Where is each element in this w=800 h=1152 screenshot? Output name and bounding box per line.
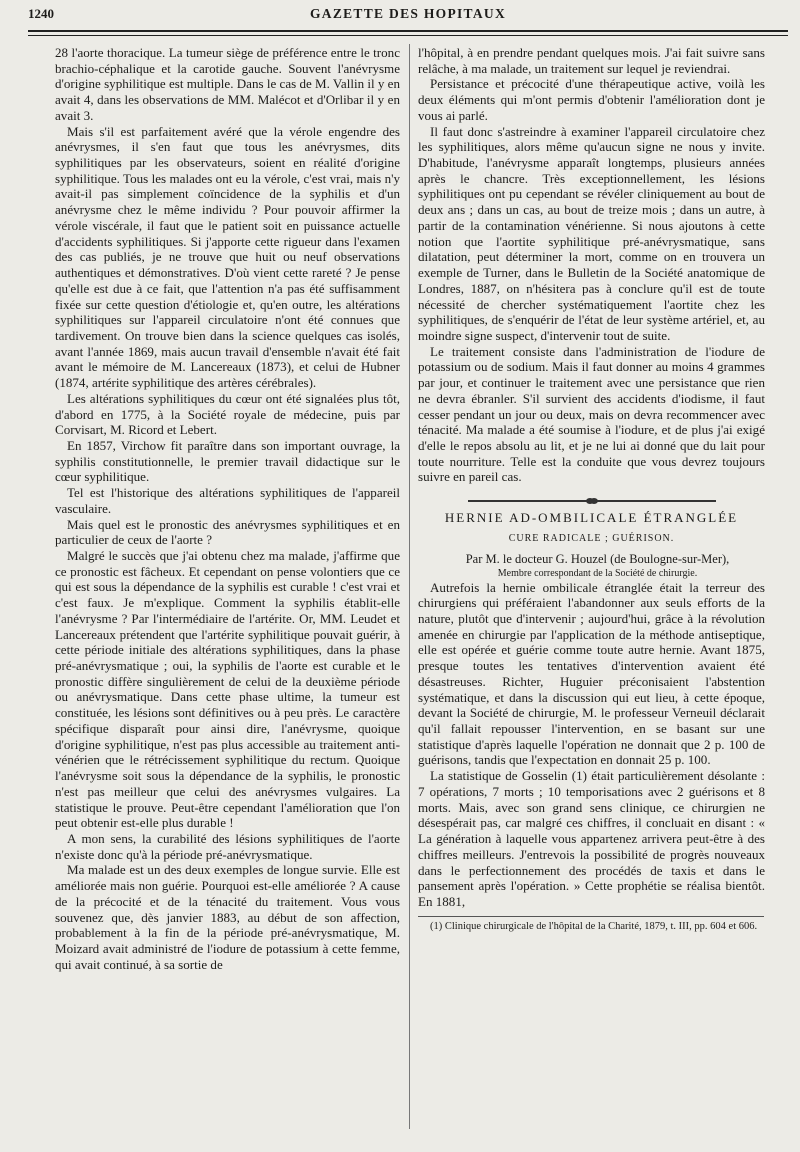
right-column bbox=[418, 45, 765, 933]
running-head: GAZETTE DES HOPITAUX bbox=[309, 6, 507, 21]
paragraph: Tel est l'historique des altérations syphilitiques de l'appareil vasculaire. bbox=[55, 485, 400, 516]
article-title: HERNIE AD-OMBILICALE ÉTRANGLÉE bbox=[444, 510, 739, 526]
page-number: 1240 bbox=[28, 6, 54, 21]
paragraph: Mais quel est le pronostic des anévrysmes syphilitiques et en particulier de ceux de l'aorte ? bbox=[55, 516, 400, 548]
left-column bbox=[55, 45, 400, 972]
paragraph: En 1857, Virchow fit paraître dans son important ouvrage, la syphilis constitutionnelle, le premier travail didactique sur le cœur syphilitique. bbox=[55, 437, 400, 485]
header-rule bbox=[28, 30, 788, 36]
paragraph: La statistique de Gosselin (1) était particulièrement désolante : 7 opérations, 7 morts ; 10 temporisations avec 2 guérisons et 8 morts. Mais, avec son grand sens clinique, ce chirurgien ne désespérait pas, car malgré ces chiffres, il concluait en disant : « La génération à laquelle vous appartenez arrivera peut-être à des chiffres meilleurs. J'entrevois la possibilité de progrès nouveaux dans le perfectionnement des procédés de taxis et dans le pansement après l'opération. » Cette prophétie se réalisa bientôt. En 1881, bbox=[418, 768, 765, 909]
footnote-rule bbox=[418, 916, 764, 917]
paragraph: 28 l'aorte thoracique. La tumeur siège de préférence entre le tronc brachio-céphalique et la carotide gauche. Souvent l'anévrysme d'origine syphilitique est multiple. Dans le cas de M. Vallin il y en avait 4, dans les observations de MM. Malécot et d'Orlibar il y en avait 3. bbox=[55, 45, 400, 123]
paragraph: Ma malade est un des deux exemples de longue survie. Elle est améliorée mais non guérie. Pourquoi est-elle améliorée ? A cause de la précocité et de la ténacité du traitement. Vous vous souvenez que, dès janvier 1883, au début de son affection, probablement à la fin de la période pré-anévrysmatique, M. Moizard avait administré de l'iodure de potassium à cette femme, qui avait continué, à sa sortie de bbox=[55, 862, 400, 972]
column-divider bbox=[409, 44, 410, 1129]
paragraph: Persistance et précocité d'une thérapeutique active, voilà les deux éléments qui m'ont permis d'obtenir l'amélioration dont je vous ai parlé. bbox=[418, 76, 765, 123]
paragraph: Les altérations syphilitiques du cœur ont été signalées plus tôt, d'abord en 1775, à la Société royale de médecine, puis par Corvisart, M. Ricord et Lebert. bbox=[55, 390, 400, 438]
paragraph: Le traitement consiste dans l'administration de l'iodure de potassium ou de sodium. Mais il faut donner au moins 4 grammes par jour, et continuer le traitement avec une persistance que rien ne devra ébranler. S'il survient des accidents d'iodisme, il faut cesser pendant un jour ou deux, mais on devra recommencer avec ténacité. Ma malade a été soumise à l'iodure, et de plus j'ai exigé d'elle le repos absolu au lit, et je ne lui ai donné que du lait pour toute nourriture. Telle est la conduite que vous devrez toujours suivre en pareil cas. bbox=[418, 343, 765, 485]
section-ornament bbox=[418, 492, 765, 496]
paragraph: Malgré le succès que j'ai obtenu chez ma malade, j'affirme que ce pronostic est fâcheux. Et cependant on pense volontiers que ce qui est sous la dépendance de la syphilis est curable ! c'est vrai et c'est faux. Je m'explique. Comment la syphilis établit-elle l'anévrysme ? Par l'intermédiaire de l'artérite. Or, MM. Leudet et Lancereaux prétendent que l'artérite syphilitique pouvait guérir, à cette période initiale des altérations syphilitiques, dans la phase pré-anévrysmatique ; oui, la syphilis de l'aorte est curable et le pronostic diffère singulièrement de celui de la deuxième période ou anévrysmatique. Dans cette phase ultime, la tumeur est constituée, les lésions sont définitives ou à peu près. Le caractère spécifique disparaît pour ainsi dire, l'anévrysme, quoique d'origine syphilitique, n'est pas plus accessible au traitement anti-vénérien que le rétrécissement syphilitique du rectum. Quoique l'anévrysme soit sous la dépendance de la syphilis, le pronostic n'est pas meilleur que celui des anévrysmes vulgaires. La statistique le prouve. Peut-être cependant l'amélioration que l'on peut obtenir est-elle plus durable ! bbox=[55, 548, 400, 831]
paragraph: Autrefois la hernie ombilicale étranglée était la terreur des chirurgiens qui préféraient l'abandonner aux seuls efforts de la nature, plutôt que d'intervenir ; aujourd'hui, grâce à la révolution amenée en chirurgie par l'application de la méthode antiseptique, elle est opérée et guérie comme toute autre hernie. Avant 1875, presque toutes les tentatives d'intervention avaient été désastreuses. Richter, Huguier préconisaient l'abstention systématique, et dans la discussion qui eut lieu, à cette époque, devant la Société de chirurgie, M. le professeur Verneuil déclarait qu'il fallait repousser l'intervention, en se basant sur une statistique d'après laquelle l'opération ne donnait que 2 p. 100 de guérisons, tandis que l'expectation en donnait 25 p. 100. bbox=[418, 579, 765, 768]
article-subtitle: CURE RADICALE ; GUÉRISON. bbox=[508, 532, 675, 544]
page-header bbox=[28, 6, 788, 28]
paragraph: A mon sens, la curabilité des lésions syphilitiques de l'aorte n'existe donc qu'à la période pré-anévrysmatique. bbox=[55, 830, 400, 862]
article-byline: Par M. le docteur G. Houzel (de Boulogne-sur-Mer), bbox=[465, 551, 730, 566]
footnote: (1) Clinique chirurgicale de l'hôpital de la Charité, 1879, t. III, pp. 604 et 606. bbox=[430, 920, 758, 932]
author-affiliation: Membre correspondant de la Société de chirurgie. bbox=[497, 567, 698, 579]
paragraph: l'hôpital, à en prendre pendant quelques mois. J'ai fait suivre sans relâche, à ma malade, un traitement sur lequel je reviendrai. bbox=[418, 45, 765, 76]
paragraph: Il faut donc s'astreindre à examiner l'appareil circulatoire chez les syphilitiques, alors même qu'aucun signe ne nous y invite. D'habitude, l'anévrysme apparaît longtemps, plusieurs années après le chancre. Très exceptionnellement, les lésions syphilitiques ont pu cependant se révéler cliniquement au bout de deux ans ; dans un cas, au bout de treize mois ; dans un autre, à partir de la contamination vénérienne. Si nous ajoutons à cette notion que l'aortite syphilitique pré-anévrysmatique, sans dilatation, peut déterminer la mort, comme on en trouvera un exemple de Turner, dans le Bulletin de la Société anatomique de Londres, 1887, on n'hésitera pas à conclure qu'il est de toute nécessité de chercher systématiquement l'aortite chez les syphilitiques, de s'enquérir de l'état de leur système artériel, et, au moindre signe suspect, d'intervenir tout de suite. bbox=[418, 123, 765, 343]
paragraph: Mais s'il est parfaitement avéré que la vérole engendre des anévrysmes, il s'en faut que tous les anévrysmes, dits syphilitiques par les observateurs, soient en réalité d'origine syphilitique. Tous les malades ont eu la vérole, c'est vrai, mais n'y avait-il pas simplement coïncidence de la syphilis et d'un anévrysme chez le même individu ? Pour pouvoir affirmer la vérole viscérale, il faut que le patient soit en puissance actuelle d'accidents syphilitiques. Si j'apporte cette rigueur dans l'examen des cas publiés, je ne trouve que huit ou neuf observations authentiques et démonstratives. D'où vient cette rareté ? Je pense qu'elle est due à ce fait, que l'attention n'a pas été suffisamment fixée sur cette question d'étiologie et, qu'en outre, les altérations syphilitiques sur l'appareil circulatoire n'ont été connues que tardivement. On trouve bien dans la science quelques cas isolés, avant l'année 1869, mais aucun travail d'ensemble n'avait été fait avant le mémoire de M. Lancereaux (1873), et celui de Hubner (1874, artérite syphilitique des artères cérébrales). bbox=[55, 123, 400, 391]
